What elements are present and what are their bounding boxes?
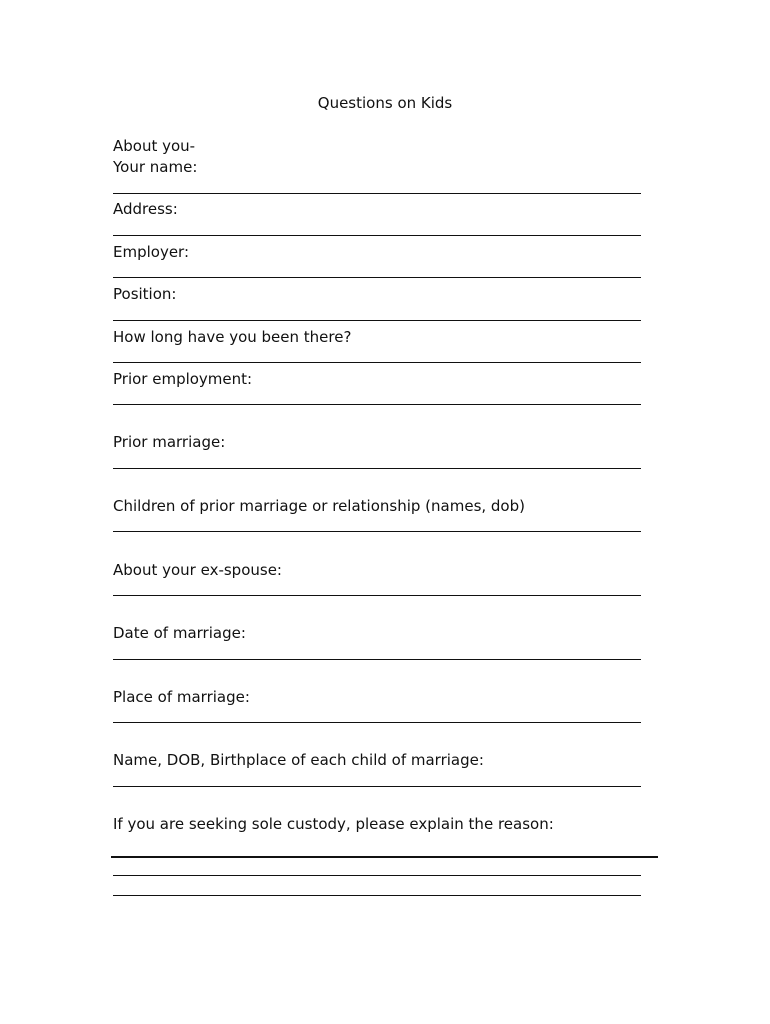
answer-line-place-of-marriage[interactable] [113,722,641,723]
field-label-prior-marriage: Prior marriage: [113,433,226,451]
field-label-ex-spouse: About your ex-spouse: [113,561,282,579]
field-label-date-of-marriage: Date of marriage: [113,624,246,642]
field-label-children-prior: Children of prior marriage or relationship (names, dob) [113,497,525,515]
field-label-children-of-marriage: Name, DOB, Birthplace of each child of marriage: [113,751,484,769]
field-label-tenure: How long have you been there? [113,328,352,346]
answer-line-address[interactable] [113,235,641,236]
answer-line-date-of-marriage[interactable] [113,659,641,660]
field-label-prior-employment: Prior employment: [113,370,253,388]
field-label-place-of-marriage: Place of marriage: [113,688,250,706]
field-label-position: Position: [113,285,177,303]
answer-line-children-of-marriage[interactable] [113,786,641,787]
answer-line-prior-marriage[interactable] [113,468,641,469]
page-title: Questions on Kids [317,94,453,112]
answer-line-employer[interactable] [113,277,641,278]
answer-line-sole-custody-2[interactable] [113,875,641,876]
field-label-employer: Employer: [113,243,190,261]
field-label-sole-custody: If you are seeking sole custody, please explain the reason: [113,815,554,833]
answer-line-ex-spouse[interactable] [113,595,641,596]
field-label-your-name: Your name: [113,158,198,176]
section-heading: About you- [113,137,196,155]
field-label-address: Address: [113,200,178,218]
answer-line-sole-custody-1[interactable] [111,856,658,858]
answer-line-your-name[interactable] [113,193,641,194]
answer-line-children-prior[interactable] [113,531,641,532]
answer-line-prior-employment[interactable] [113,404,641,405]
answer-line-position[interactable] [113,320,641,321]
answer-line-tenure[interactable] [113,362,641,363]
answer-line-sole-custody-3[interactable] [113,895,641,896]
